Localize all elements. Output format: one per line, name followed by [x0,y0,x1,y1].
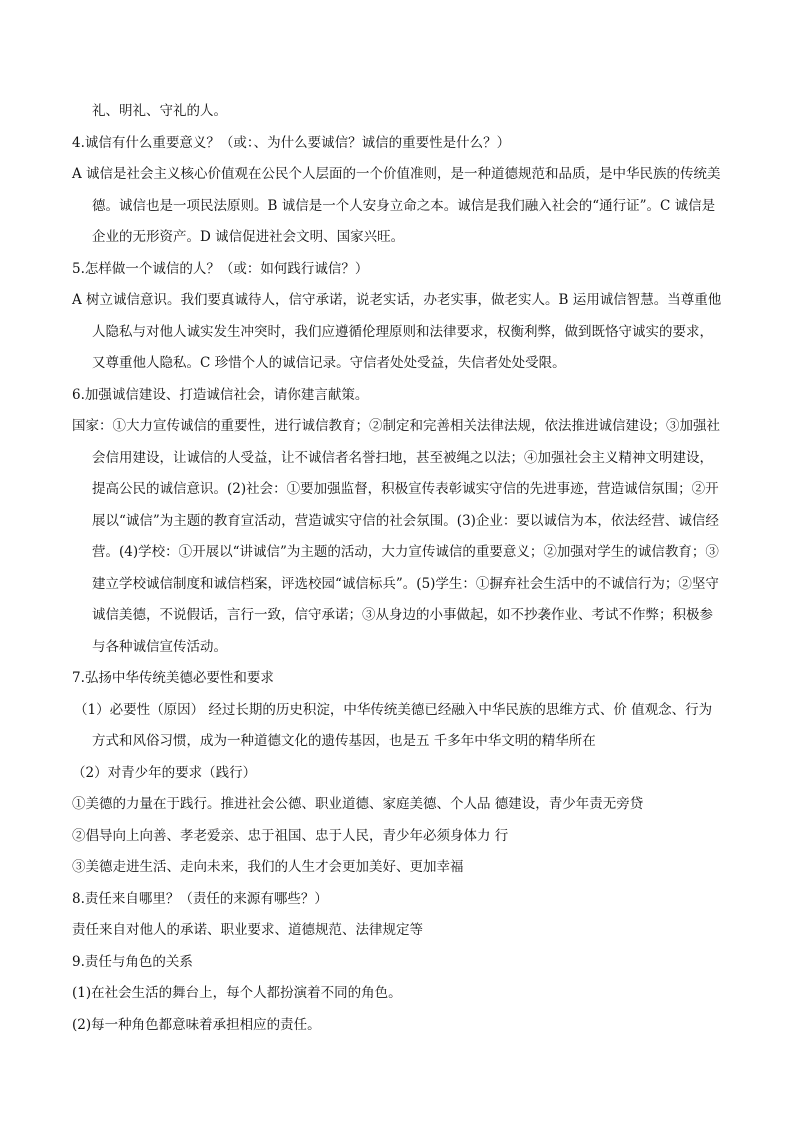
document-page [72,96,724,1041]
answer-7-requirement-heading: （2）对青少年的要求（践行） [72,764,257,781]
answer-9-point-1: (1)在社会生活的舞台上，每个人都扮演着不同的角色。 [72,985,402,1001]
answer-5: A 树立诚信意识。我们要真诚待人，信守承诺，说老实话，办老实事，做老实人。B 运用诚信智慧。当尊重他人隐私与对他人诚实发生冲突时，我们应遵循伦理原则和法律要求，权衡利弊，做到既恪守诚实的要求，又尊重他人隐私。C 珍惜个人的诚信记录。守信者处处受益，失信者处处受限。 [72,292,722,371]
question-9: 9.责任与角色的关系 [72,953,193,970]
answer-8: 责任来自对他人的承诺、职业要求、道德规范、法律规定等 [72,922,423,938]
answer-7-point-2: ②倡导向上向善、孝老爱亲、忠于祖国、忠于人民，青少年必须身体力 行 [72,827,509,844]
answer-7-point-3: ③美德走进生活、走向未来，我们的人生才会更加美好、更加幸福 [72,859,464,875]
question-8: 8.责任来自哪里？（责任的来源有哪些？） [72,890,328,907]
question-4: 4.诚信有什么重要意义？（或：、为什么要诚信？诚信的重要性是什么？） [72,134,511,151]
answer-7-necessity: （1）必要性（原因） 经过长期的历史积淀，中华传统美德已经融入中华民族的思维方式、价 值观念、行为方式和风俗习惯，成为一种道德文化的遗传基因，也是五 千多年中华文明的精华所在 [74,701,713,749]
question-5: 5.怎样做一个诚信的人？（或：如何践行诚信？） [72,260,369,277]
question-7: 7.弘扬中华传统美德必要性和要求 [72,670,274,686]
answer-4: A 诚信是社会主义核心价值观在公民个人层面的一个价值准则，是一种道德规范和品质，是中华民族的传统美德。诚信也是一项民法原则。B 诚信是一个人安身立命之本。诚信是我们融入社会的“通行证”。C 诚信是企业的无形资产。D 诚信促进社会文明、国家兴旺。 [72,166,721,245]
continued-line: 礼、明礼、守礼的人。 [92,103,227,119]
answer-6: 国家：①大力宣传诚信的重要性，进行诚信教育；②制定和完善相关法律法规，依法推进诚信建设；③加强社会信用建设，让诚信的人受益，让不诚信者名誉扫地，甚至被绳之以法；④加强社会主义精神文明建设，提高公民的诚信意识。(2)社会：①要加强监督，积极宣传表彰诚实守信的先进事迹，营造诚信氛围；②开展以“诚信”为主题的教育宣活动，营造诚实守信的社会氛围。(3)企业：要以诚信为本，依法经营、诚信经营。(4)学校：①开展以“讲诚信”为主题的活动，大力宣传诚信的重要意义；②加强对学生的诚信教育；③建立学校诚信制度和诚信档案，评选校园“诚信标兵”。(5)学生：①摒弃社会生活中的不诚信行为；②坚守诚信美德，不说假话，言行一致，信守承诺；③从身边的小事做起，如不抄袭作业、考试不作弊；积极参与各种诚信宣传活动。 [72,418,720,655]
answer-7-point-1: ①美德的力量在于践行。推进社会公德、职业道德、家庭美德、个人品 德建设，青少年责无旁贷 [72,796,644,812]
answer-9-point-2: (2)每一种角色都意味着承担相应的责任。 [72,1016,321,1033]
question-6: 6.加强诚信建设、打造诚信社会，请你建言献策。 [72,386,369,403]
